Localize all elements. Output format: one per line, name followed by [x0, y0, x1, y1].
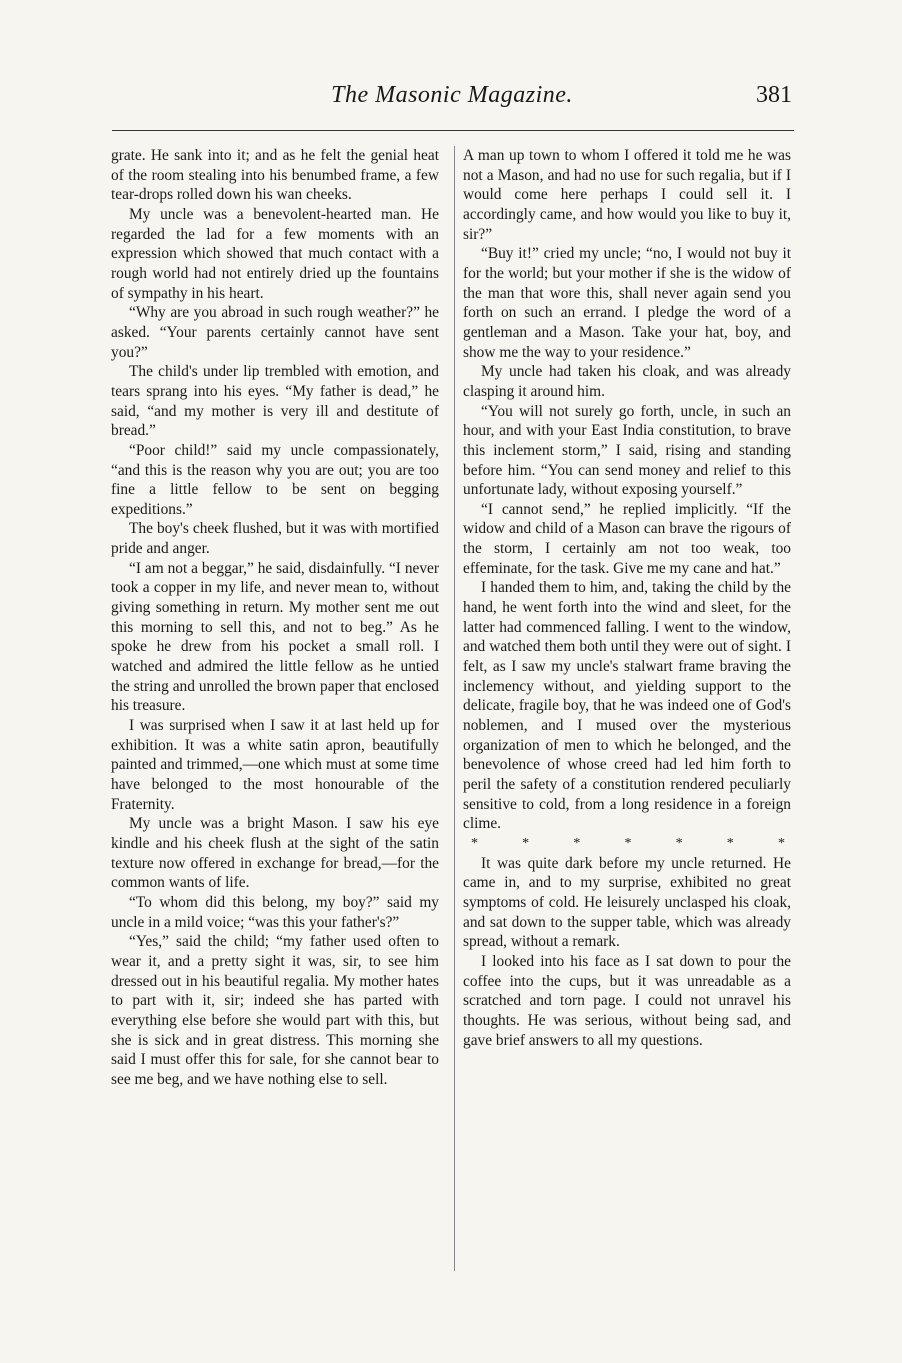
page-number: 381	[756, 82, 792, 108]
paragraph: It was quite dark before my uncle returned. He came in, and to my surprise, exhibited no great symptoms of cold. He leisurely unclasped his cloak, and sat down to the supper table, which was already spread, without a remark.	[463, 854, 791, 951]
asterisk: *	[522, 835, 530, 851]
paragraph: grate. He sank into it; and as he felt the genial heat of the room stealing into his benumbed frame, a few tear-drops rolled down his wan cheeks.	[111, 147, 439, 204]
section-break	[463, 834, 791, 854]
header-rule	[112, 130, 794, 131]
paragraph: My uncle had taken his cloak, and was already clasping it around him.	[463, 363, 791, 400]
paragraph: I handed them to him, and, taking the child by the hand, he went forth into the wind and sleet, for the latter had commenced falling. I went to the window, and watched them both until they were out of sight. I felt, as I saw my uncle's stalwart frame braving the inclemency without, and yielding support to the delicate, fragile boy, that he was indeed one of God's noblemen, and I mused over the mysterious organization of men to which he belonged, and the benevolence of whose creed had led him forth to peril the safety of a constitution rendered peculiarly sensitive to cold, from a long residence in a foreign clime.	[463, 579, 791, 833]
asterisk: *	[471, 835, 478, 851]
asterisk: *	[624, 835, 632, 851]
running-title: The Masonic Magazine.	[331, 82, 573, 108]
paragraph: A man up town to whom I offered it told me he was not a Mason, and had no use for such regalia, but if I would come here perhaps I could sell it. I accordingly came, and how would you like to buy it, sir?”	[463, 147, 791, 243]
column-divider	[454, 146, 455, 1271]
left-column	[111, 146, 439, 1090]
asterisk: *	[777, 835, 785, 851]
asterisk: *	[675, 835, 683, 851]
paragraph: The child's under lip trembled with emotion, and tears sprang into his eyes. “My father is dead,” he said, “and my mother is very ill and destitute of bread.”	[111, 363, 439, 440]
page-header	[112, 82, 792, 122]
paragraph: “Yes,” said the child; “my father used often to wear it, and a pretty sight it was, sir, to see him dressed out in his beautiful regalia. My mother hates to part with it, sir; indeed she has parted with everything else before she would part with this, but she is sick and in great distress. This morning she said I must offer this for sale, for she cannot bear to see me beg, and we have nothing else to sell.	[111, 933, 439, 1088]
asterisk: *	[726, 835, 734, 851]
asterisk: *	[573, 835, 581, 851]
paragraph: “Why are you abroad in such rough weather?” he asked. “Your parents certainly cannot have sent you?”	[111, 304, 439, 361]
paragraph: “To whom did this belong, my boy?” said my uncle in a mild voice; “was this your father's?”	[111, 893, 439, 931]
paragraph: “Buy it!” cried my uncle; “no, I would not buy it for the world; but your mother if she is the widow of the man that wore this, shall never again send you forth on such an errand. I pledge the word of a gentleman and a Mason. Take your hat, boy, and show me the way to your residence.”	[463, 245, 791, 361]
right-column	[463, 146, 791, 1050]
paragraph: My uncle was a benevolent-hearted man. He regarded the lad for a few moments with an expression which showed that much contact with a rough world had not entirely dried up the fountains of sympathy in his heart.	[111, 205, 439, 302]
paragraph: I looked into his face as I sat down to pour the coffee into the cups, but it was unreadable as a scratched and torn page. I could not unravel his thoughts. He was serious, without being sad, and gave brief answers to all my questions.	[463, 952, 791, 1049]
paragraph: “I cannot send,” he replied implicitly. “If the widow and child of a Mason can brave the rigours of the storm, I certainly am not too weak, too effeminate, for the task. Give me my cane and hat.”	[463, 500, 791, 577]
paragraph: My uncle was a bright Mason. I saw his eye kindle and his cheek flush at the sight of the satin texture now offered in exchange for bread,—for the common wants of life.	[111, 815, 439, 892]
paragraph: I was surprised when I saw it at last held up for exhibition. It was a white satin apron, beautifully painted and trimmed,—one which must at some time have belonged to the most honourable of the Fraternity.	[111, 717, 439, 813]
paragraph: “Poor child!” said my uncle compassionately, “and this is the reason why you are out; you are too fine a little fellow to be sent on begging expeditions.”	[111, 441, 439, 518]
paragraph: The boy's cheek flushed, but it was with mortified pride and anger.	[111, 520, 439, 558]
paragraph: “I am not a beggar,” he said, disdainfully. “I never took a copper in my life, and never mean to, without giving something in return. My mother sent me out this morning to sell this, and not to beg.” As he spoke he drew from his pocket a small roll. I watched and admired the little fellow as he untied the string and unrolled the brown paper that enclosed his treasure.	[111, 559, 439, 715]
paragraph: “You will not surely go forth, uncle, in such an hour, and with your East India constitution, to brave this inclement storm,” I said, rising and standing before him. “You can send money and relief to this unfortunate lady, without exposing yourself.”	[463, 402, 791, 499]
